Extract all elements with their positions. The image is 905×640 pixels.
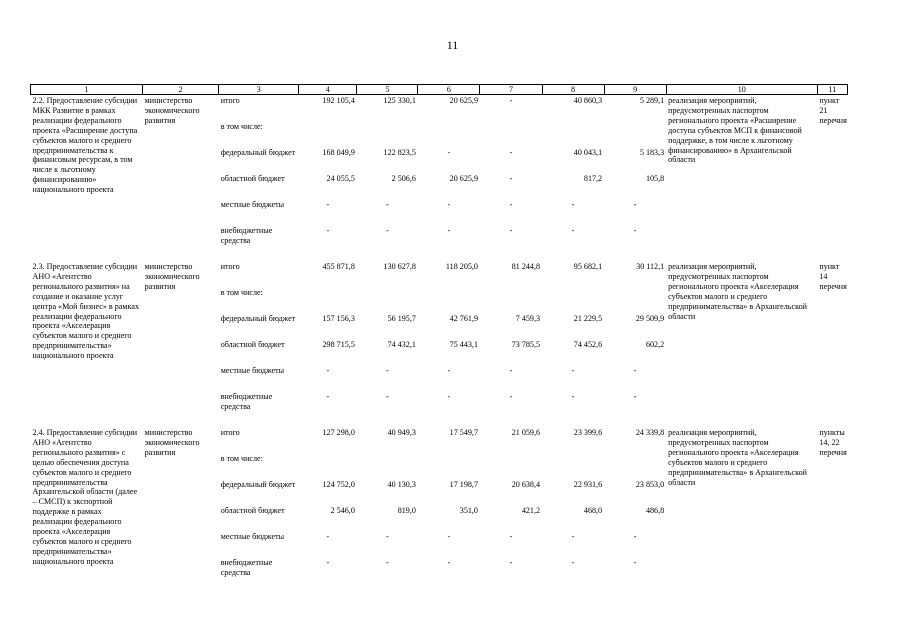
amount-cell: - xyxy=(571,532,575,541)
amount-cell: 22 931,6 xyxy=(573,480,603,489)
funding-source: в том числе: xyxy=(220,454,263,463)
amount-cell: - xyxy=(386,532,389,541)
amount-cell xyxy=(480,121,542,147)
executor: министерство экономического развития xyxy=(144,262,200,291)
amount-cell: 468,0 xyxy=(583,506,603,515)
funding-source: областной бюджет xyxy=(220,340,285,349)
table-row xyxy=(31,95,848,122)
amount-cell: - xyxy=(509,532,513,541)
measure-title: 2.4. Предоставление субсидии АНО «Агентство регионального развития» с целью обеспечения доступа субъектов малого и среднего предпринимательства Архангельской области (далее – СМСП) к экспортной поддержке в рамках реализации федерального проекта «Акселерация субъектов малого и среднего предпринимательства» национального проекта xyxy=(32,428,138,566)
amount-cell xyxy=(604,287,666,313)
amount-cell: - xyxy=(509,200,513,209)
amount-cell: - xyxy=(326,558,330,567)
amount-cell xyxy=(299,287,357,313)
amount-cell xyxy=(480,453,542,479)
executor: министерство экономического развития xyxy=(144,428,200,457)
amount-cell: 127 298,0 xyxy=(322,428,355,437)
amount-cell: 602,2 xyxy=(645,340,665,349)
amount-cell: - xyxy=(447,226,451,235)
amount-cell: - xyxy=(509,148,513,157)
amount-cell: 74 432,1 xyxy=(387,340,416,349)
column-number: 4 xyxy=(299,85,357,95)
amount-cell: - xyxy=(447,200,451,209)
amount-cell: - xyxy=(447,532,451,541)
amount-cell: - xyxy=(447,148,451,157)
amount-cell: 455 871,8 xyxy=(322,262,355,271)
amount-cell xyxy=(604,453,666,479)
amount-cell: - xyxy=(571,392,575,401)
amount-cell: - xyxy=(326,392,330,401)
section-spacer xyxy=(31,583,848,593)
column-number: 7 xyxy=(480,85,542,95)
amount-cell: - xyxy=(326,532,330,541)
amount-cell: 351,0 xyxy=(459,506,478,515)
amount-cell: - xyxy=(633,532,637,541)
amount-cell: 40 860,3 xyxy=(573,96,603,105)
program-table xyxy=(30,84,848,593)
table-body xyxy=(31,85,848,594)
amount-cell: - xyxy=(633,200,637,209)
amount-cell: - xyxy=(386,200,389,209)
funding-source: местные бюджеты xyxy=(220,366,285,375)
amount-cell: 74 452,6 xyxy=(573,340,603,349)
amount-cell: 40 130,3 xyxy=(387,480,416,489)
amount-cell xyxy=(418,453,480,479)
amount-cell: 75 443,1 xyxy=(449,340,478,349)
amount-cell: 118 205,0 xyxy=(445,262,478,271)
amount-cell: 20 625,9 xyxy=(449,96,478,105)
amount-cell xyxy=(542,287,604,313)
amount-cell: - xyxy=(509,366,513,375)
column-number: 2 xyxy=(143,85,219,95)
amount-cell: 23 399,6 xyxy=(573,428,603,437)
column-number: 11 xyxy=(817,85,847,95)
amount-cell: 421,2 xyxy=(521,506,541,515)
amount-cell: - xyxy=(386,558,389,567)
page-number: 11 xyxy=(446,38,459,52)
amount-cell: - xyxy=(447,392,451,401)
amount-cell xyxy=(418,121,480,147)
amount-cell: 17 549,7 xyxy=(449,428,478,437)
amount-cell: 21 229,5 xyxy=(573,314,603,323)
expected-result: реализация мероприятий, предусмотренных паспортом регионального проекта «Акселерация субъектов малого и среднего предпринимательства» в Архангельской области xyxy=(668,262,807,321)
funding-source: областной бюджет xyxy=(220,174,285,183)
amount-cell: 21 059,6 xyxy=(511,428,541,437)
amount-cell: - xyxy=(571,200,575,209)
amount-cell xyxy=(357,121,418,147)
amount-cell: - xyxy=(386,392,389,401)
column-number: 1 xyxy=(31,85,143,95)
amount-cell: - xyxy=(326,226,330,235)
amount-cell: 2 546,0 xyxy=(330,506,355,515)
amount-cell: 817,2 xyxy=(583,174,603,183)
column-number: 10 xyxy=(666,85,817,95)
amount-cell: - xyxy=(326,366,330,375)
amount-cell: - xyxy=(447,366,451,375)
amount-cell: 819,0 xyxy=(397,506,416,515)
executor: министерство экономического развития xyxy=(144,96,200,125)
amount-cell: 73 785,5 xyxy=(511,340,541,349)
amount-cell: 486,8 xyxy=(645,506,665,515)
amount-cell: 125 330,1 xyxy=(383,96,416,105)
amount-cell: - xyxy=(571,226,575,235)
list-item-ref: пункт 21 перечня xyxy=(819,96,847,125)
amount-cell: - xyxy=(326,200,330,209)
amount-cell: - xyxy=(633,366,637,375)
amount-cell: 5 183,3 xyxy=(639,148,665,157)
amount-cell xyxy=(299,121,357,147)
expected-result: реализация мероприятий, предусмотренных паспортом регионального проекта «Акселерация субъектов малого и среднего предпринимательства» в Архангельской области xyxy=(668,428,807,487)
amount-cell: 95 682,1 xyxy=(573,262,603,271)
amount-cell: - xyxy=(571,558,575,567)
measure-title: 2.2. Предоставление субсидии МКК Развитие в рамках реализации федерального проекта «Расширение доступа субъектов малого и среднего предпринимательства к финансовым ресурсам, в том числе к льготному финансированию» национального проекта xyxy=(32,96,138,195)
amount-cell: 298 715,5 xyxy=(322,340,355,349)
amount-cell xyxy=(357,287,418,313)
amount-cell: - xyxy=(509,96,513,105)
amount-cell xyxy=(542,121,604,147)
funding-source: итого xyxy=(220,262,240,271)
amount-cell: 168 049,9 xyxy=(322,148,355,157)
funding-source: внебюджетные средства xyxy=(220,226,273,245)
amount-cell: 2 506,6 xyxy=(391,174,416,183)
amount-cell: 7 459,3 xyxy=(515,314,541,323)
column-number: 3 xyxy=(219,85,299,95)
amount-cell: 20 625,9 xyxy=(449,174,478,183)
amount-cell: - xyxy=(509,558,513,567)
table-row xyxy=(31,427,848,453)
amount-cell: 56 195,7 xyxy=(387,314,416,323)
amount-cell: 24 055,5 xyxy=(326,174,355,183)
amount-cell: 20 638,4 xyxy=(511,480,541,489)
amount-cell: - xyxy=(386,226,389,235)
amount-cell: - xyxy=(509,392,513,401)
amount-cell xyxy=(604,121,666,147)
funding-source: итого xyxy=(220,96,240,105)
amount-cell: 122 823,5 xyxy=(383,148,416,157)
funding-source: местные бюджеты xyxy=(220,200,285,209)
amount-cell: - xyxy=(633,392,637,401)
amount-cell: 23 853,0 xyxy=(635,480,665,489)
amount-cell xyxy=(357,453,418,479)
funding-source: внебюджетные средства xyxy=(220,392,273,411)
funding-source: федеральный бюджет xyxy=(220,314,296,323)
section-spacer xyxy=(31,251,848,261)
amount-cell: - xyxy=(633,558,637,567)
amount-cell xyxy=(299,453,357,479)
column-number: 5 xyxy=(357,85,418,95)
amount-cell: - xyxy=(571,366,575,375)
funding-source: итого xyxy=(220,428,240,437)
funding-source: федеральный бюджет xyxy=(220,148,296,157)
column-number-row xyxy=(31,85,848,95)
amount-cell: 124 752,0 xyxy=(322,480,355,489)
amount-cell xyxy=(480,287,542,313)
column-number: 9 xyxy=(604,85,666,95)
funding-source: внебюджетные средства xyxy=(220,558,273,577)
amount-cell: 40 043,1 xyxy=(573,148,603,157)
column-number: 8 xyxy=(542,85,604,95)
amount-cell: 192 105,4 xyxy=(322,96,355,105)
expected-result: реализация мероприятий, предусмотренных паспортом регионального проекта «Расширение доступа субъектов МСП к финансовой поддержке, в том числе к льготному финансированию» в Архангельской области xyxy=(668,96,802,165)
amount-cell: - xyxy=(633,226,637,235)
amount-cell: - xyxy=(447,558,451,567)
amount-cell: 42 761,9 xyxy=(449,314,478,323)
spacer-cell xyxy=(31,417,848,427)
funding-source: федеральный бюджет xyxy=(220,480,296,489)
funding-source: областной бюджет xyxy=(220,506,285,515)
amount-cell: - xyxy=(386,366,389,375)
funding-source: в том числе: xyxy=(220,122,263,131)
spacer-cell xyxy=(31,251,848,261)
section-spacer xyxy=(31,417,848,427)
amount-cell: 81 244,8 xyxy=(511,262,541,271)
amount-cell: 130 627,8 xyxy=(383,262,416,271)
amount-cell: 30 112,1 xyxy=(636,262,665,271)
amount-cell: 17 198,7 xyxy=(449,480,478,489)
list-item-ref: пункты 14, 22 перечня xyxy=(819,428,847,457)
amount-cell: 157 156,3 xyxy=(322,314,355,323)
amount-cell: - xyxy=(509,226,513,235)
amount-cell: 24 339,8 xyxy=(635,428,665,437)
amount-cell xyxy=(542,453,604,479)
column-number: 6 xyxy=(418,85,480,95)
amount-cell: 40 949,3 xyxy=(387,428,416,437)
table-row xyxy=(31,261,848,287)
measure-title: 2.3. Предоставление субсидии АНО «Агентство регионального развития» на создание и оказание услуг центра «Мой бизнес» в рамках реализации федерального проекта «Акселерация субъектов малого и среднего предпринимательства» национального проекта xyxy=(32,262,139,361)
amount-cell xyxy=(418,287,480,313)
funding-source: в том числе: xyxy=(220,288,263,297)
spacer-cell xyxy=(31,583,848,593)
amount-cell: 105,8 xyxy=(645,174,665,183)
funding-source: местные бюджеты xyxy=(220,532,285,541)
amount-cell: 29 509,9 xyxy=(635,314,665,323)
amount-cell: - xyxy=(509,174,513,183)
amount-cell: 5 289,1 xyxy=(639,96,665,105)
list-item-ref: пункт 14 перечня xyxy=(819,262,847,291)
